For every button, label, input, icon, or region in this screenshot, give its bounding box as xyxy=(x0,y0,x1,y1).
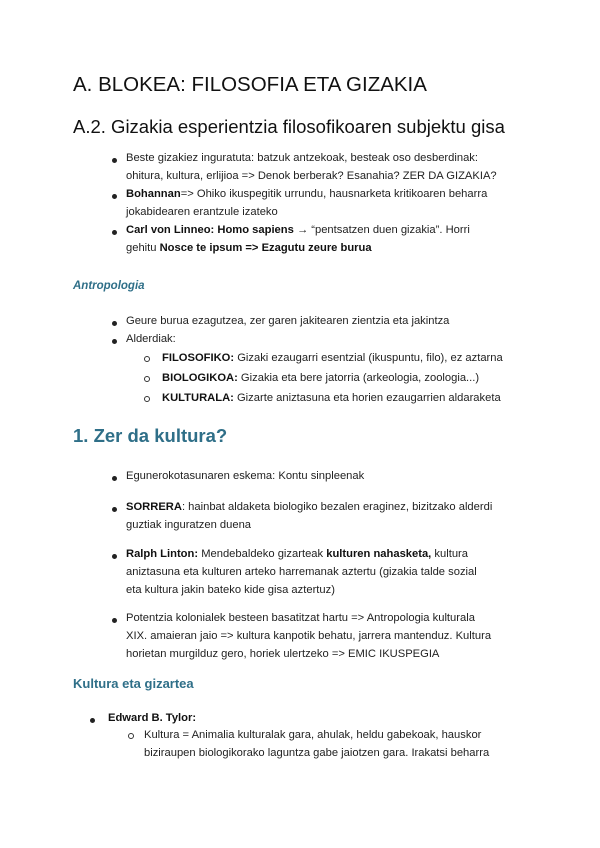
bullet-icon xyxy=(112,618,117,623)
tylor-bullet: Edward B. Tylor: xyxy=(108,712,197,724)
heading-subtitle: A.2. Gizakia esperientzia filosofikoaren subjektu gisa xyxy=(73,116,505,137)
kultura-bullet-4: Potentzia kolonialek besteen basatitzat hartu => Antropologia kulturala XIX. amaieran jaio => kultura kanpotik behatu, jarrera mantenduz. Kultura horietan murgilduz gero, horiek ulertzeko => EMIC IKUSPEGIA xyxy=(126,612,492,660)
heading-block: A. BLOKEA: FILOSOFIA ETA GIZAKIA xyxy=(73,73,427,96)
section-title-antropologia: Antropologia xyxy=(73,280,145,292)
bullet-icon xyxy=(112,554,117,559)
subsection-title-kultura-gizartea: Kultura eta gizartea xyxy=(73,676,194,691)
bullet-icon xyxy=(112,507,117,512)
bullet-icon xyxy=(90,718,95,723)
antropologia-sub-2: BIOLOGIKOA: Gizakia eta bere jatorria (arkeologia, zoologia...) xyxy=(162,372,480,384)
kultura-bullet-3: Ralph Linton: Mendebaldeko gizarteak kulturen nahasketa, kultura aniztasuna eta kulturen arteko harremanak aztertu (gizakia talde sozial eta kultura jakin bateko kide gisa aztertuz) xyxy=(126,548,477,596)
intro-bullet-1: Beste gizakiez inguratuta: batzuk antzekoak, besteak oso desberdinak: ohitura, kultura, erlijioa => Denok berberak? Esanahia? ZER DA GIZAKIA? xyxy=(126,152,497,182)
bullet-icon xyxy=(112,476,117,481)
sub-bullet-icon xyxy=(144,376,150,382)
kultura-bullet-1: Egunerokotasunaren eskema: Kontu sinpleenak xyxy=(126,470,365,482)
antropologia-sub-3: KULTURALA: Gizarte aniztasuna eta horien ezaugarrien aldaraketa xyxy=(162,392,501,404)
bullet-icon xyxy=(112,230,117,235)
bullet-icon xyxy=(112,321,117,326)
intro-bullet-2: Bohannan=> Ohiko ikuspegitik urrundu, hausnarketa kritikoaren beharra jokabidearen erantzule izateko xyxy=(126,188,488,218)
intro-bullet-3: Carl von Linneo: Homo sapiens → “pentsatzen duen gizakia”. Horri gehitu Nosce te ipsum => Ezagutu zeure burua xyxy=(126,224,470,254)
sub-bullet-icon xyxy=(144,396,150,402)
section-title-kultura: 1. Zer da kultura? xyxy=(73,425,228,446)
kultura-bullet-2: SORRERA: hainbat aldaketa biologiko bezalen eraginez, bizitzako alderdi guztiak inguratzen duena xyxy=(126,501,493,531)
bullet-icon xyxy=(112,194,117,199)
bullet-icon xyxy=(112,339,117,344)
antropologia-bullet-1: Geure burua ezagutzea, zer garen jakitearen zientzia eta jakintza xyxy=(126,315,450,327)
sub-bullet-icon xyxy=(144,356,150,362)
tylor-sub-1: Kultura = Animalia kulturalak gara, ahulak, heldu gabekoak, hauskor biziraupen biologikorako laguntza gabe jaiotzen gara. Irakatsi beharra xyxy=(144,729,490,759)
sub-bullet-icon xyxy=(128,733,134,739)
bullet-icon xyxy=(112,158,117,163)
antropologia-sub-1: FILOSOFIKO: Gizaki ezaugarri esentzial (ikuspuntu, filo), ez aztarna xyxy=(162,352,503,364)
antropologia-bullet-2: Alderdiak: xyxy=(126,333,176,345)
